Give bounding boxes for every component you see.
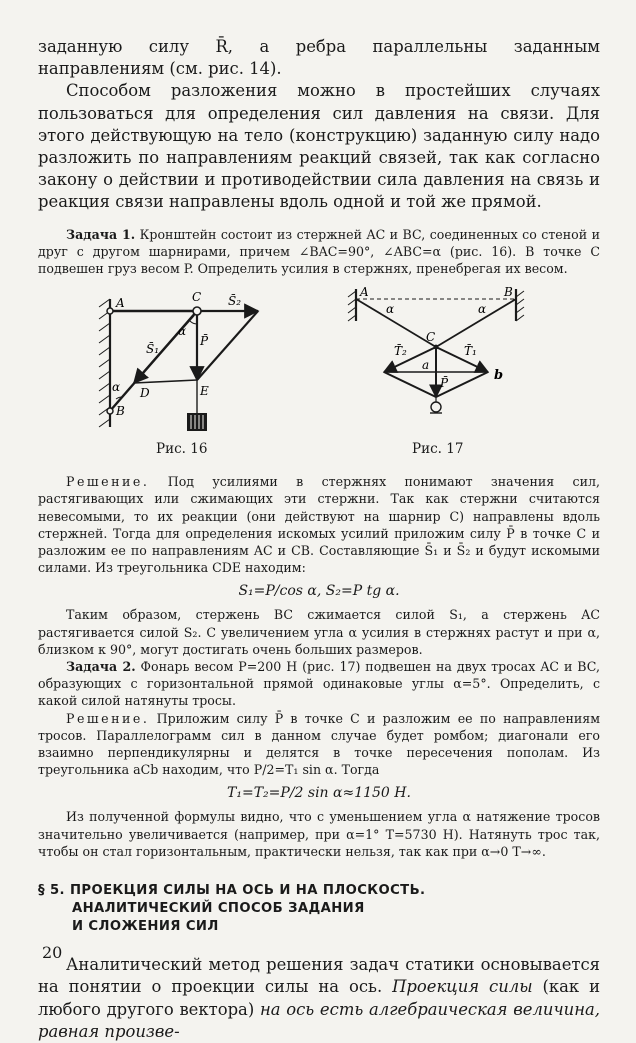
fig16-label-E: E bbox=[200, 384, 209, 399]
fig17-label-P: P̄ bbox=[440, 376, 449, 391]
fig17-label-b: b bbox=[494, 368, 504, 384]
fig17-label-C: C bbox=[426, 330, 436, 345]
fig17-label-T2: T̄₂ bbox=[394, 344, 407, 359]
formula-2: T₁=T₂=P/2 sin α≈1150 H. bbox=[227, 785, 411, 802]
fig16-label-alpha-bottom: α bbox=[112, 380, 121, 395]
fig17-label-alpha-left: α bbox=[386, 302, 395, 317]
fig16-label-B: B bbox=[116, 404, 125, 419]
solution-1 bbox=[38, 473, 600, 576]
figure-17-caption: Рис. 17 bbox=[412, 441, 464, 458]
analytic-italic-1: Проекция силы bbox=[392, 977, 533, 997]
analytic-italic-2: на ось есть алгебраическая величина, равная произве- bbox=[38, 999, 600, 1041]
fig17-label-A: A bbox=[360, 287, 369, 300]
solution-1-text: Под усилиями в стержнях понимают значения сил, растягивающих или сжимающих эти стержни. Так как стержни считаются невесомыми, то их реакции (они действуют на шарнир C) направлены вдоль стержней. Тогда для определения искомых усилий приложим силу P̄ в точке C и разложим ее по направлениям AC и CB. Составляющие S̄₁ и S̄₂ и будут искомыми силами. Из треугольника CDE находим: bbox=[38, 474, 600, 576]
solution-1-label: Решение. bbox=[66, 474, 150, 490]
fig16-label-D: D bbox=[140, 386, 150, 401]
task-2-label: Задача 2. bbox=[66, 659, 136, 675]
figure-16-caption: Рис. 16 bbox=[156, 441, 208, 458]
fig16-label-A: A bbox=[116, 296, 125, 311]
paragraph-after-formula-1: Таким образом, стержень BC сжимается силой S₁, а стержень AC растягивается силой S₂. С увеличением угла α усилия в стержнях растут и при α, близком к 90°, могут достигать очень больших размеров. bbox=[38, 607, 600, 657]
task-1-label: Задача 1. bbox=[66, 226, 136, 242]
figure-16-drawing bbox=[90, 287, 320, 437]
section-heading-line-1: § 5. ПРОЕКЦИЯ СИЛЫ НА ОСЬ И НА ПЛОСКОСТЬ. bbox=[38, 883, 426, 899]
figure-17 bbox=[344, 287, 544, 458]
paragraph-intro: заданную силу R̄, а ребра параллельны заданным направлениям (см. рис. 14). bbox=[38, 37, 600, 79]
fig17-label-B: B bbox=[504, 287, 513, 300]
paragraph-after-formula-2: Из полученной формулы видно, что с уменьшением угла α натяжение тросов значительно увеличивается (например, при α=1° T=5730 H). Натянуть трос так, чтобы он стал горизонтальным, практически нельзя, так как при α→0 T→∞. bbox=[38, 809, 600, 859]
fig16-label-C: C bbox=[192, 290, 202, 305]
analytic-text-1: Аналитический метод решения задач статики основывается на понятии о проекции силы на ось. bbox=[38, 955, 600, 997]
task-1 bbox=[38, 226, 600, 278]
task-1-text: Кронштейн состоит из стержней AC и BC, соединенных со стеной и друг с другом шарнирами, причем ∠BAC=90°, ∠ABC=α (рис. 16). В точке C подвешен груз весом P. Определить усилия в стержнях, пренебрегая их весом. bbox=[38, 226, 600, 277]
task-2 bbox=[38, 658, 600, 710]
fig17-label-T1: T̄₁ bbox=[464, 344, 477, 359]
paragraph-analytic-method bbox=[38, 954, 600, 1043]
fig16-label-alpha-top: α bbox=[178, 324, 187, 339]
solution-2-text: Приложим силу P̄ в точке C и разложим ее по направлениям тросов. Параллелограмм сил в данном случае будет ромбом; диагонали его взаимно перпендикулярны и делятся в точке пересечения пополам. Из треугольника aCb находим, что P/2=T₁ sin α. Тогда bbox=[38, 710, 601, 778]
fig17-label-a: a bbox=[422, 358, 430, 373]
section-heading-line-2: АНАЛИТИЧЕСКИЙ СПОСОБ ЗАДАНИЯ bbox=[72, 901, 365, 917]
figure-16 bbox=[90, 287, 320, 458]
formula-1: S₁=P/cos α, S₂=P tg α. bbox=[238, 583, 400, 600]
fig16-label-P: P̄ bbox=[200, 334, 209, 349]
task-2-text: Фонарь весом P=200 H (рис. 17) подвешен на двух тросах AC и BC, образующих с горизонтальной прямой одинаковые углы α=5°. Определить, с какой силой натянуты тросы. bbox=[38, 659, 600, 709]
page-number: 20 bbox=[42, 943, 63, 962]
section-heading bbox=[38, 882, 600, 936]
figure-17-drawing bbox=[344, 287, 544, 437]
solution-2 bbox=[38, 710, 600, 779]
fig17-label-alpha-right: α bbox=[478, 302, 487, 317]
fig16-label-S1: S̄₁ bbox=[146, 342, 160, 357]
solution-2-label: Решение. bbox=[66, 710, 150, 726]
paragraph-decomposition: Способом разложения можно в простейших случаях пользоваться для определения сил давления на связи. Для этого действующую на тело (конструкцию) заданную силу надо разложить по направлениям реакций связей, так как согласно закону о действии и противодействии сила давления на связь и реакция связи направлены вдоль одной и той же прямой. bbox=[38, 81, 600, 212]
section-heading-line-3: И СЛОЖЕНИЯ СИЛ bbox=[72, 919, 219, 935]
fig16-label-S2: S̄₂ bbox=[228, 294, 242, 309]
analytic-text-2: (как и любого другого вектора) bbox=[38, 977, 600, 1019]
figures-row bbox=[38, 287, 600, 465]
page-content bbox=[38, 36, 600, 1043]
